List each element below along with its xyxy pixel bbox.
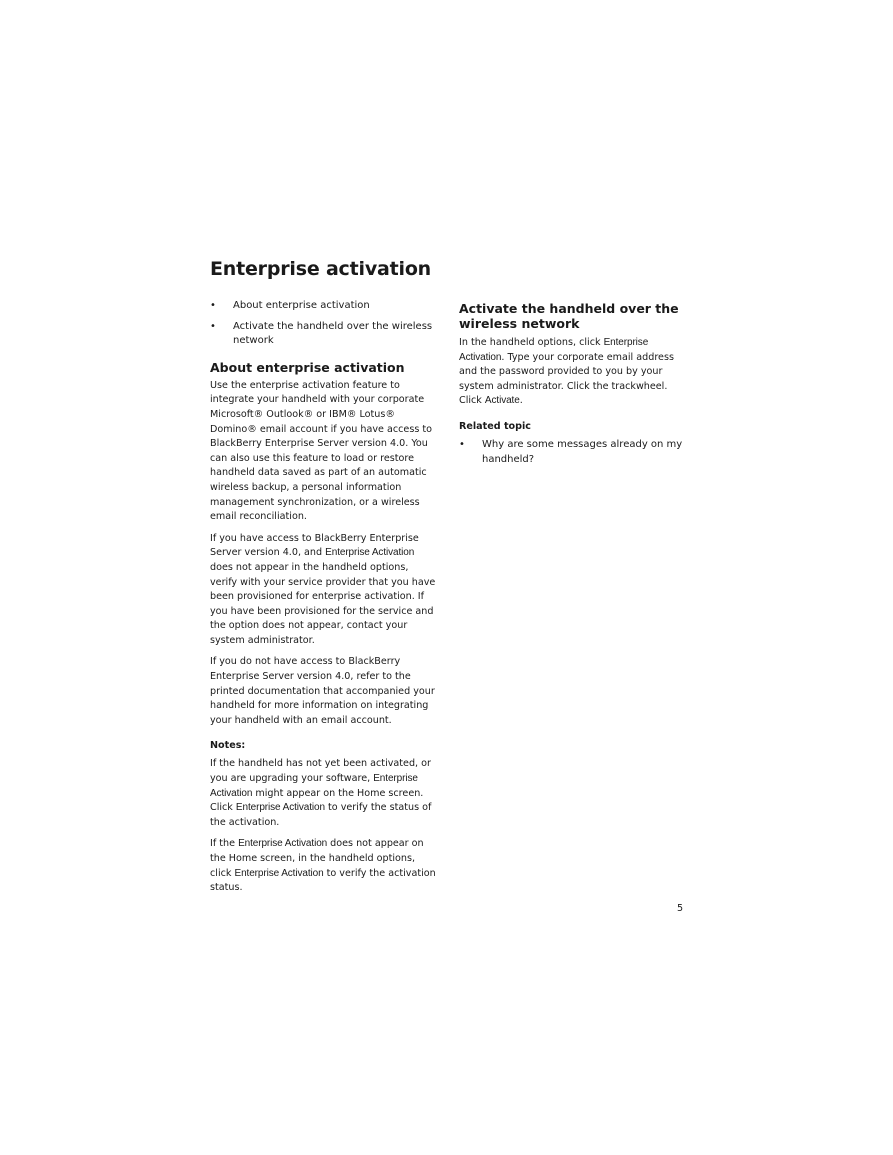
related-topic-label-text: Why are some messages already on my handheld? xyxy=(482,438,683,465)
topic-link-activate[interactable] xyxy=(210,320,436,349)
activate-paragraph: In the handheld options, click Enterprise Activation. Type your corporate email address and the password provided to you by your system administrator. Click the trackwheel. Click Activate. xyxy=(459,337,674,407)
related-topic-label: Related topic xyxy=(459,420,531,432)
note-2: If the Enterprise Activation does not appear on the Home screen, in the handheld options, click Enterprise Activation to verify the activation status. xyxy=(210,838,436,894)
bullet-icon: • xyxy=(210,320,216,332)
left-column xyxy=(210,299,436,903)
topic-label: Activate the handheld over the wireless network xyxy=(233,320,433,347)
ui-term: Enterprise Activation xyxy=(210,773,418,799)
bullet-icon: • xyxy=(210,300,216,311)
right-column xyxy=(459,299,687,473)
notes-label: Notes: xyxy=(210,740,246,752)
ui-term: Enterprise Activation xyxy=(459,337,649,363)
ui-term: Enterprise Activation xyxy=(325,547,415,559)
ui-term: Enterprise Activation xyxy=(238,838,328,850)
about-paragraph-2: If you have access to BlackBerry Enterprise Server version 4.0, and Enterprise Activation does not appear in the handheld options, verify with your service provider that you have been provisioned for enterprise activation. If you have been provisioned for the service and the option does not appear, contact your system administrator. xyxy=(210,532,436,646)
related-topic-link[interactable] xyxy=(459,438,687,467)
about-paragraph-1: Use the enterprise activation feature to integrate your handheld with your corporate Microsoft® Outlook® or IBM® Lotus® Domino® email account if you have access to BlackBerry Enterprise Server version 4.0. You can also use this feature to load or restore handheld data saved as part of an automatic wireless backup, a personal information management synchronization, or a wireless email reconciliation. xyxy=(210,379,433,523)
topic-link-about[interactable] xyxy=(210,299,436,314)
activate-heading: Activate the handheld over the wireless network xyxy=(459,301,679,331)
ui-term: Activate xyxy=(484,395,520,407)
page-number: 5 xyxy=(677,903,684,914)
ui-term: Enterprise Activation xyxy=(234,867,324,879)
ui-term: Enterprise Activation xyxy=(235,802,325,814)
related-topic-list xyxy=(459,438,687,467)
bullet-icon: • xyxy=(459,438,465,450)
about-heading: About enterprise activation xyxy=(210,359,405,375)
topic-list xyxy=(210,299,436,349)
note-1: If the handheld has not yet been activated, or you are upgrading your software, Enterprise Activation might appear on the Home screen. Click Enterprise Activation to verify the status of the activation. xyxy=(210,758,432,828)
topic-label: About enterprise activation xyxy=(233,300,370,311)
about-paragraph-3: If you do not have access to BlackBerry Enterprise Server version 4.0, refer to the printed documentation that accompanied your handheld for more information on integrating your handheld with an email account. xyxy=(210,656,435,726)
page-title: Enterprise activation xyxy=(210,258,431,280)
